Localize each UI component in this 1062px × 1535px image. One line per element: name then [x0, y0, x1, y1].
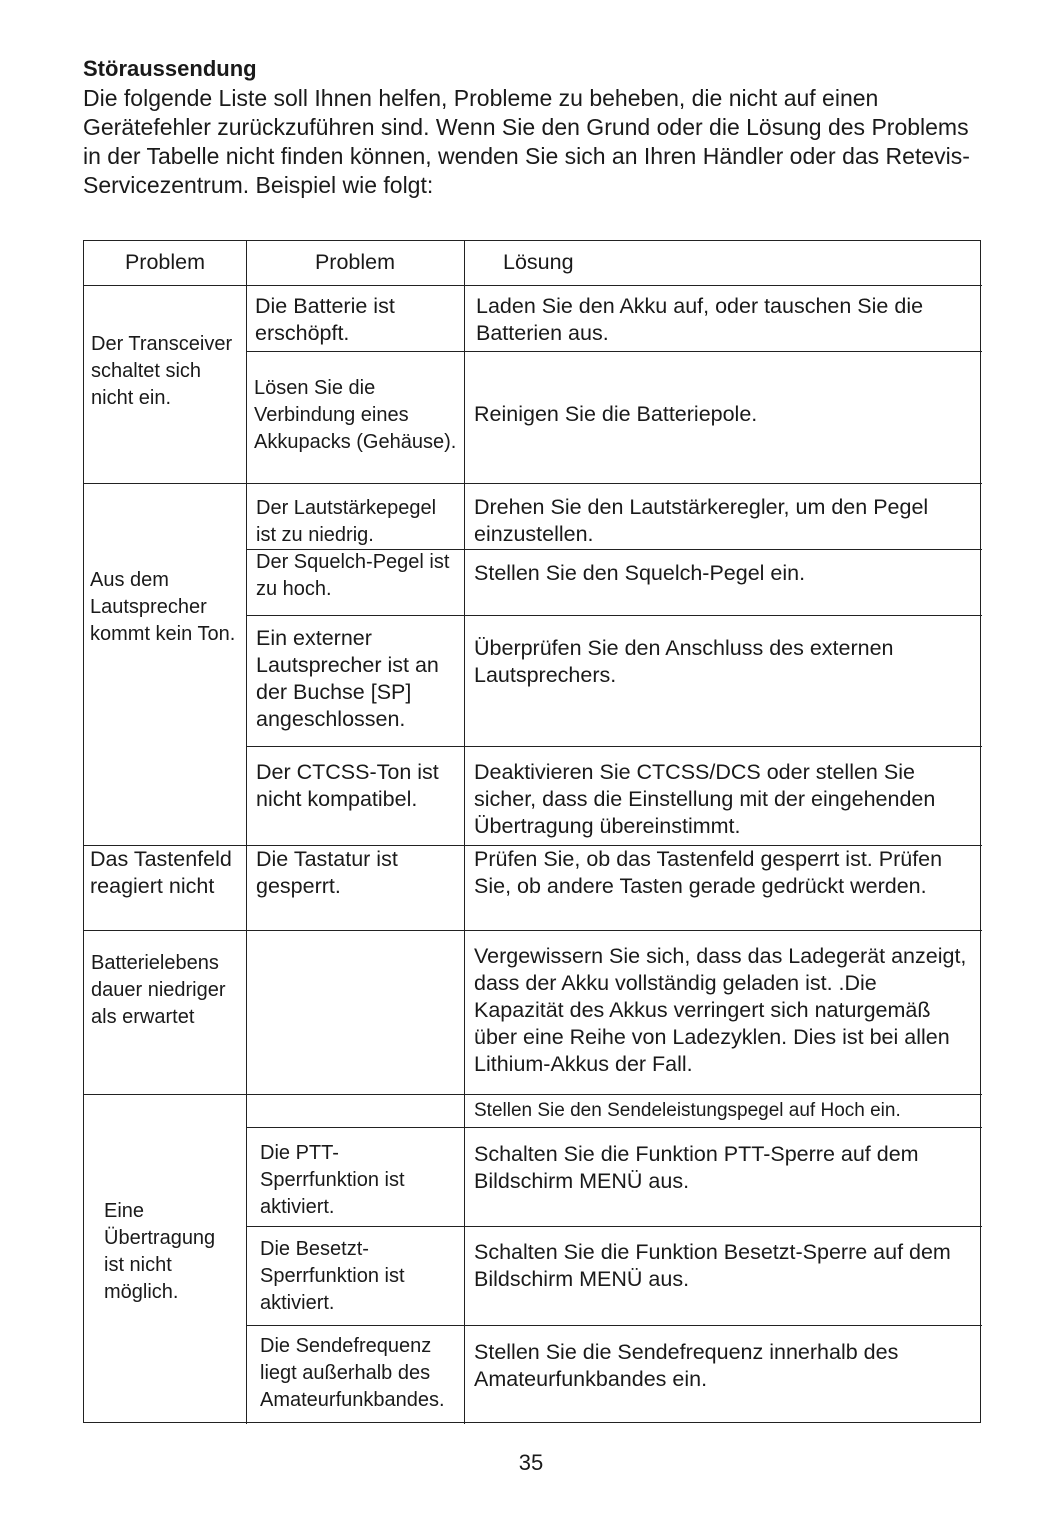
- row-divider: [246, 1226, 982, 1227]
- symptom-cell: Aus dem Lautsprecher kommt kein Ton.: [90, 569, 236, 645]
- cause-cell: Ein externer Lautsprecher ist an der Buchse [SP] angeschlossen.: [256, 626, 439, 731]
- cause-cell: Lösen Sie die Verbindung eines Akkupacks (Gehäuse).: [254, 377, 457, 453]
- cause-cell: Die Batterie ist erschöpft.: [255, 294, 395, 345]
- page-number: 35: [518, 1450, 544, 1475]
- solution-cell: Reinigen Sie die Batteriepole.: [474, 402, 758, 426]
- row-divider: [84, 1094, 982, 1095]
- header-cause: Problem: [314, 250, 396, 274]
- cause-cell: Der CTCSS-Ton ist nicht kompatibel.: [256, 760, 439, 811]
- symptom-cell: Eine Übertragung ist nicht möglich.: [104, 1200, 216, 1303]
- cause-cell: Der Squelch-Pegel ist zu hoch.: [256, 551, 450, 600]
- row-divider: [246, 746, 982, 747]
- solution-cell: Überprüfen Sie den Anschluss des externen Lautsprechers.: [474, 636, 894, 687]
- row-divider: [84, 285, 982, 286]
- cause-cell: Die Besetzt-Sperrfunktion ist aktiviert.: [260, 1238, 405, 1314]
- symptom-cell: Batterielebens dauer niedriger als erwartet: [91, 952, 226, 1028]
- header-solution: Lösung: [503, 250, 574, 274]
- solution-cell: Drehen Sie den Lautstärkeregler, um den Pegel einzustellen.: [474, 495, 929, 546]
- row-divider: [246, 615, 982, 616]
- solution-cell: Stellen Sie die Sendefrequenz innerhalb des Amateurfunkbandes ein.: [474, 1340, 899, 1391]
- column-divider: [464, 241, 465, 1424]
- row-divider: [246, 351, 982, 352]
- cause-cell: Die Tastatur ist gesperrt.: [256, 847, 398, 898]
- cause-cell: Die Sendefrequenz liegt außerhalb des Amateurfunkbandes.: [260, 1335, 445, 1411]
- cause-cell: Die PTT-Sperrfunktion ist aktiviert.: [260, 1142, 405, 1218]
- symptom-cell: Der Transceiver schaltet sich nicht ein.: [91, 333, 233, 409]
- section-heading: Störaussendung: [83, 56, 257, 81]
- row-divider: [84, 930, 982, 931]
- row-divider: [246, 1127, 982, 1128]
- row-divider: [246, 1325, 982, 1326]
- solution-cell: Laden Sie den Akku auf, oder tauschen Sie die Batterien aus.: [476, 294, 924, 345]
- troubleshooting-table: [83, 240, 981, 1423]
- intro-paragraph: Die folgende Liste soll Ihnen helfen, Probleme zu beheben, die nicht auf einen Gerätefehler zurückzuführen sind. Wenn Sie den Grund oder die Lösung des Problems in der Tabelle nicht finden können, wenden Sie sich an Ihren Händler oder das Retevis-Servicezentrum. Beispiel wie folgt:: [83, 85, 970, 198]
- solution-cell: Deaktivieren Sie CTCSS/DCS oder stellen Sie sicher, dass die Einstellung mit der eingehenden Übertragung übereinstimmt.: [474, 760, 936, 838]
- solution-cell: Stellen Sie den Sendeleistungspegel auf Hoch ein.: [474, 1100, 901, 1121]
- column-divider: [246, 241, 247, 1424]
- solution-cell: Stellen Sie den Squelch-Pegel ein.: [474, 561, 806, 585]
- solution-cell: Vergewissern Sie sich, dass das Ladegerät anzeigt, dass der Akku vollständig geladen ist. .Die Kapazität des Akkus verringert sich naturgemäß über eine Reihe von Ladezyklen. Dies ist bei allen Lithium-Akkus der Fall.: [474, 944, 967, 1076]
- header-symptom: Problem: [124, 250, 206, 274]
- solution-cell: Schalten Sie die Funktion Besetzt-Sperre auf dem Bildschirm MENÜ aus.: [474, 1240, 951, 1291]
- symptom-cell: Das Tastenfeld reagiert nicht: [90, 847, 232, 898]
- solution-cell: Prüfen Sie, ob das Tastenfeld gesperrt ist. Prüfen Sie, ob andere Tasten gerade gedrückt werden.: [474, 847, 943, 898]
- cause-cell: Der Lautstärkepegel ist zu niedrig.: [256, 497, 437, 546]
- solution-cell: Schalten Sie die Funktion PTT-Sperre auf dem Bildschirm MENÜ aus.: [474, 1142, 919, 1193]
- row-divider: [84, 483, 982, 484]
